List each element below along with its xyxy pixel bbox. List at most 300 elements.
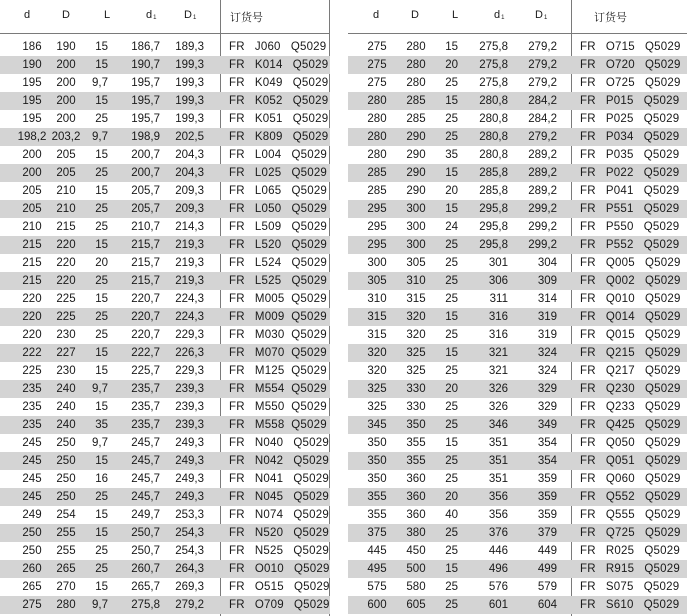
cell-L: 25 [445, 257, 458, 269]
cell-d: 280 [367, 113, 387, 125]
cell-order: FR P041 Q5029 [580, 185, 680, 197]
cell-d1: 326 [488, 401, 508, 413]
cell-order: FR S075 Q5029 [580, 581, 680, 593]
cell-L: 15 [95, 347, 108, 359]
cell-L: 9,7 [92, 131, 108, 143]
table-row [348, 254, 687, 272]
cell-d1: 200,7 [131, 167, 160, 179]
cell-order: FR M030 Q5029 [229, 329, 327, 341]
cell-D1: 319 [537, 329, 557, 341]
cell-d1: 295,8 [479, 221, 508, 233]
cell-d1: 250,7 [131, 545, 160, 557]
cell-D1: 309 [537, 275, 557, 287]
cell-d: 220 [22, 293, 42, 305]
cell-D: 300 [406, 203, 426, 215]
cell-D1: 199,3 [175, 95, 204, 107]
cell-D: 200 [56, 77, 76, 89]
cell-D: 290 [406, 185, 426, 197]
cell-D1: 329 [537, 401, 557, 413]
table-row [0, 56, 330, 74]
cell-L: 15 [95, 509, 108, 521]
cell-D1: 189,3 [175, 41, 204, 53]
cell-d1: 260,7 [131, 563, 160, 575]
cell-d: 200 [22, 149, 42, 161]
cell-d: 190 [22, 59, 42, 71]
cell-D1: 199,3 [175, 59, 204, 71]
table-row [0, 416, 330, 434]
cell-d: 315 [367, 329, 387, 341]
cell-d: 260 [22, 563, 42, 575]
cell-L: 20 [445, 59, 458, 71]
cell-order: FR M005 Q5029 [229, 293, 327, 305]
table-row [0, 200, 330, 218]
cell-L: 15 [445, 347, 458, 359]
cell-d: 285 [367, 167, 387, 179]
header-L: L [452, 9, 459, 21]
cell-d1: 186,7 [131, 41, 160, 53]
table-row [0, 488, 330, 506]
cell-d: 575 [367, 581, 387, 593]
cell-d1: 220,7 [131, 311, 160, 323]
cell-d: 245 [22, 455, 42, 467]
cell-order: FR Q014 Q5029 [580, 311, 681, 323]
cell-D1: 359 [537, 473, 557, 485]
cell-D1: 499 [537, 563, 557, 575]
table-row [348, 506, 687, 524]
cell-L: 25 [445, 545, 458, 557]
cell-order: FR M009 Q5029 [229, 311, 327, 323]
cell-D: 230 [56, 329, 76, 341]
table-row [0, 128, 330, 146]
cell-order: FR O010 Q5029 [229, 563, 330, 575]
cell-order: FR L025 Q5029 [229, 167, 328, 179]
cell-order: FR Q425 Q5029 [580, 419, 681, 431]
cell-D: 210 [56, 203, 76, 215]
cell-d1: 235,7 [131, 401, 160, 413]
cell-L: 25 [445, 419, 458, 431]
cell-L: 15 [95, 365, 108, 377]
cell-D1: 304 [537, 257, 557, 269]
cell-D1: 249,3 [175, 473, 204, 485]
cell-L: 15 [445, 41, 458, 53]
cell-D1: 319 [537, 311, 557, 323]
cell-D1: 354 [537, 437, 557, 449]
cell-D: 205 [56, 167, 76, 179]
cell-L: 25 [95, 311, 108, 323]
cell-d: 215 [22, 239, 42, 251]
table-row [0, 146, 330, 164]
cell-d: 222 [22, 347, 42, 359]
cell-d: 205 [22, 203, 42, 215]
cell-d: 210 [22, 221, 42, 233]
cell-d1: 220,7 [131, 293, 160, 305]
cell-D: 280 [406, 41, 426, 53]
cell-order: FR Q555 Q5029 [580, 509, 681, 521]
cell-d1: 210,7 [131, 221, 160, 233]
cell-D: 240 [56, 419, 76, 431]
cell-d: 200 [22, 167, 42, 179]
cell-D: 500 [406, 563, 426, 575]
cell-d: 280 [367, 95, 387, 107]
cell-d1: 215,7 [131, 257, 160, 269]
cell-order: FR P022 Q5029 [580, 167, 680, 179]
cell-order: FR Q217 Q5029 [580, 365, 681, 377]
cell-D1: 324 [537, 347, 557, 359]
cell-d1: 346 [488, 419, 508, 431]
cell-L: 25 [95, 167, 108, 179]
cell-d1: 295,8 [479, 239, 508, 251]
cell-L: 25 [95, 203, 108, 215]
cell-order: FR O725 Q5029 [580, 77, 681, 89]
cell-D1: 579 [537, 581, 557, 593]
cell-order: FR Q015 Q5029 [580, 329, 681, 341]
table-row [348, 578, 687, 596]
cell-L: 25 [445, 239, 458, 251]
table-row [0, 380, 330, 398]
cell-L: 16 [95, 473, 108, 485]
table-row [0, 182, 330, 200]
cell-d1: 198,9 [131, 131, 160, 143]
cell-L: 35 [95, 419, 108, 431]
cell-d1: 225,7 [131, 365, 160, 377]
cell-D1: 299,2 [528, 221, 557, 233]
cell-d1: 245,7 [131, 491, 160, 503]
cell-d: 249 [22, 509, 42, 521]
cell-order: FR P551 Q5029 [580, 203, 680, 215]
cell-d1: 316 [488, 311, 508, 323]
cell-D1: 279,2 [528, 41, 557, 53]
cell-d1: 222,7 [131, 347, 160, 359]
cell-D: 355 [406, 437, 426, 449]
cell-D1: 226,3 [175, 347, 204, 359]
cell-L: 25 [445, 77, 458, 89]
table-row [0, 470, 330, 488]
cell-d: 375 [367, 527, 387, 539]
cell-L: 15 [95, 185, 108, 197]
cell-D1: 249,3 [175, 437, 204, 449]
cell-d1: 249,7 [131, 509, 160, 521]
cell-order: FR P034 Q5029 [580, 131, 680, 143]
cell-L: 15 [445, 311, 458, 323]
cell-D: 225 [56, 311, 76, 323]
table-row [348, 542, 687, 560]
cell-L: 25 [445, 401, 458, 413]
cell-d: 355 [367, 509, 387, 521]
cell-D: 380 [406, 527, 426, 539]
table-row [0, 110, 330, 128]
cell-D1: 349 [537, 419, 557, 431]
cell-D: 360 [406, 491, 426, 503]
table-row [0, 524, 330, 542]
header-d1: d1 [146, 9, 157, 21]
cell-L: 9,7 [92, 437, 108, 449]
cell-d: 195 [22, 77, 42, 89]
cell-D: 280 [56, 599, 76, 611]
cell-D1: 289,2 [528, 149, 557, 161]
cell-L: 25 [445, 131, 458, 143]
cell-L: 25 [445, 275, 458, 287]
cell-D1: 224,3 [175, 311, 204, 323]
cell-D1: 379 [537, 527, 557, 539]
cell-D: 254 [56, 509, 76, 521]
cell-d: 350 [367, 473, 387, 485]
cell-D: 320 [406, 329, 426, 341]
cell-L: 25 [445, 473, 458, 485]
cell-L: 25 [445, 581, 458, 593]
cell-D1: 329 [537, 383, 557, 395]
cell-order: FR S610 Q5029 [580, 599, 680, 611]
cell-D1: 279,2 [528, 77, 557, 89]
cell-d: 245 [22, 491, 42, 503]
cell-d: 198,2 [17, 131, 47, 143]
cell-D1: 239,3 [175, 383, 204, 395]
cell-D1: 239,3 [175, 401, 204, 413]
cell-d1: 306 [488, 275, 508, 287]
cell-order: FR P552 Q5029 [580, 239, 680, 251]
cell-d1: 376 [488, 527, 508, 539]
cell-D: 250 [56, 473, 76, 485]
cell-D1: 214,3 [175, 221, 204, 233]
cell-d: 250 [22, 527, 42, 539]
cell-D: 190 [56, 41, 76, 53]
cell-D1: 209,3 [175, 203, 204, 215]
cell-d1: 205,7 [131, 185, 160, 197]
cell-order: FR N041 Q5029 [229, 473, 329, 485]
table-row [348, 398, 687, 416]
cell-order: FR M554 Q5029 [229, 383, 327, 395]
cell-L: 25 [95, 491, 108, 503]
cell-L: 15 [445, 437, 458, 449]
cell-order: FR O515 Q5029 [229, 581, 330, 593]
cell-d1: 326 [488, 383, 508, 395]
cell-order: FR K809 Q5029 [229, 131, 329, 143]
cell-d: 295 [367, 221, 387, 233]
table-row [0, 326, 330, 344]
table-row [348, 434, 687, 452]
cell-d1: 496 [488, 563, 508, 575]
cell-order: FR M558 Q5029 [229, 419, 327, 431]
cell-d: 280 [367, 131, 387, 143]
cell-L: 25 [445, 365, 458, 377]
cell-order: FR P025 Q5029 [580, 113, 680, 125]
header-L: L [104, 9, 111, 21]
cell-d1: 576 [488, 581, 508, 593]
cell-D1: 279,2 [175, 599, 204, 611]
cell-order: FR K052 Q5029 [229, 95, 329, 107]
cell-d: 250 [22, 545, 42, 557]
table-row [348, 92, 687, 110]
cell-d1: 295,8 [479, 203, 508, 215]
cell-d1: 265,7 [131, 581, 160, 593]
cell-d1: 215,7 [131, 239, 160, 251]
cell-order: FR L004 Q5029 [229, 149, 328, 161]
table-row [0, 578, 330, 596]
cell-d: 350 [367, 455, 387, 467]
cell-D1: 199,3 [175, 113, 204, 125]
table-row [348, 560, 687, 578]
cell-L: 15 [95, 95, 108, 107]
cell-L: 25 [445, 527, 458, 539]
table-row [348, 308, 687, 326]
cell-d1: 190,7 [131, 59, 160, 71]
cell-d: 445 [367, 545, 387, 557]
cell-d: 495 [367, 563, 387, 575]
cell-order: FR K049 Q5029 [229, 77, 329, 89]
cell-D1: 299,2 [528, 203, 557, 215]
table-row [348, 200, 687, 218]
table-row [348, 452, 687, 470]
cell-L: 25 [445, 329, 458, 341]
cell-d1: 245,7 [131, 473, 160, 485]
cell-d: 275 [367, 59, 387, 71]
cell-D1: 219,3 [175, 257, 204, 269]
cell-d: 345 [367, 419, 387, 431]
table-row [0, 506, 330, 524]
header-order-number: 订货号 [230, 12, 263, 24]
cell-d1: 195,7 [131, 113, 160, 125]
cell-D: 230 [56, 365, 76, 377]
cell-d1: 275,8 [479, 77, 508, 89]
cell-d: 275 [22, 599, 42, 611]
cell-d: 220 [22, 329, 42, 341]
cell-order: FR P550 Q5029 [580, 221, 680, 233]
cell-D: 355 [406, 455, 426, 467]
cell-L: 15 [95, 527, 108, 539]
cell-d1: 220,7 [131, 329, 160, 341]
cell-D: 360 [406, 509, 426, 521]
cell-d: 275 [367, 77, 387, 89]
cell-D: 330 [406, 401, 426, 413]
cell-d1: 285,8 [479, 167, 508, 179]
cell-d: 235 [22, 383, 42, 395]
cell-d1: 351 [488, 455, 508, 467]
cell-D: 205 [56, 149, 76, 161]
cell-d1: 321 [488, 347, 508, 359]
cell-order: FR J060 Q5029 [229, 41, 327, 53]
cell-D: 220 [56, 239, 76, 251]
cell-D: 255 [56, 545, 76, 557]
cell-L: 25 [445, 599, 458, 611]
cell-D: 290 [406, 149, 426, 161]
cell-D1: 284,2 [528, 113, 557, 125]
cell-d1: 316 [488, 329, 508, 341]
cell-order: FR N525 Q5029 [229, 545, 329, 557]
table-row [348, 56, 687, 74]
cell-L: 25 [445, 113, 458, 125]
cell-d: 186 [22, 41, 42, 53]
cell-L: 25 [445, 293, 458, 305]
cell-D: 210 [56, 185, 76, 197]
cell-D: 290 [406, 167, 426, 179]
table-row [0, 272, 330, 290]
cell-D: 203,2 [51, 131, 81, 143]
cell-D: 250 [56, 437, 76, 449]
cell-D: 200 [56, 59, 76, 71]
table-row [348, 290, 687, 308]
cell-order: FR Q233 Q5029 [580, 401, 681, 413]
cell-D1: 254,3 [175, 527, 204, 539]
cell-D: 325 [406, 365, 426, 377]
table-row [348, 416, 687, 434]
cell-D1: 202,5 [175, 131, 204, 143]
cell-L: 25 [95, 221, 108, 233]
table-row [348, 164, 687, 182]
cell-L: 25 [95, 113, 108, 125]
cell-L: 25 [95, 329, 108, 341]
cell-D1: 359 [537, 509, 557, 521]
cell-D: 450 [406, 545, 426, 557]
cell-d1: 280,8 [479, 131, 508, 143]
cell-d: 320 [367, 347, 387, 359]
cell-d: 315 [367, 311, 387, 323]
cell-d: 195 [22, 113, 42, 125]
cell-order: FR Q010 Q5029 [580, 293, 681, 305]
cell-L: 25 [95, 563, 108, 575]
cell-D: 265 [56, 563, 76, 575]
cell-order: FR Q215 Q5029 [580, 347, 681, 359]
cell-D1: 199,3 [175, 77, 204, 89]
cell-d: 295 [367, 203, 387, 215]
table-row [348, 344, 687, 362]
cell-d1: 280,8 [479, 95, 508, 107]
table-row [0, 74, 330, 92]
cell-order: FR R915 Q5029 [580, 563, 680, 575]
cell-D: 300 [406, 221, 426, 233]
cell-D: 250 [56, 455, 76, 467]
cell-D: 305 [406, 257, 426, 269]
cell-L: 20 [95, 257, 108, 269]
cell-d1: 356 [488, 509, 508, 521]
cell-d: 265 [22, 581, 42, 593]
cell-D1: 229,3 [175, 329, 204, 341]
cell-L: 15 [95, 581, 108, 593]
header-D: D [411, 9, 419, 21]
header-D1: D1 [184, 9, 197, 21]
cell-d: 245 [22, 437, 42, 449]
cell-order: FR Q002 Q5029 [580, 275, 681, 287]
cell-d1: 205,7 [131, 203, 160, 215]
cell-L: 25 [445, 455, 458, 467]
cell-D: 255 [56, 527, 76, 539]
cell-D1: 249,3 [175, 455, 204, 467]
cell-D: 240 [56, 401, 76, 413]
cell-d1: 280,8 [479, 113, 508, 125]
cell-D1: 604 [537, 599, 557, 611]
cell-D: 290 [406, 131, 426, 143]
cell-d1: 301 [488, 257, 508, 269]
table-row [0, 92, 330, 110]
cell-d1: 275,8 [479, 59, 508, 71]
cell-D1: 269,3 [175, 581, 204, 593]
cell-d: 300 [367, 257, 387, 269]
table-row [348, 218, 687, 236]
cell-d: 275 [367, 41, 387, 53]
cell-D: 310 [406, 275, 426, 287]
table-row [348, 488, 687, 506]
cell-L: 15 [95, 149, 108, 161]
header-d: d [24, 9, 31, 21]
header-d1: d1 [494, 9, 505, 21]
cell-D1: 204,3 [175, 167, 204, 179]
table-row [348, 362, 687, 380]
cell-D1: 229,3 [175, 365, 204, 377]
cell-d: 355 [367, 491, 387, 503]
cell-order: FR Q552 Q5029 [580, 491, 681, 503]
cell-order: FR P035 Q5029 [580, 149, 680, 161]
table-row [0, 560, 330, 578]
cell-L: 15 [95, 455, 108, 467]
cell-order: FR L525 Q5029 [229, 275, 328, 287]
